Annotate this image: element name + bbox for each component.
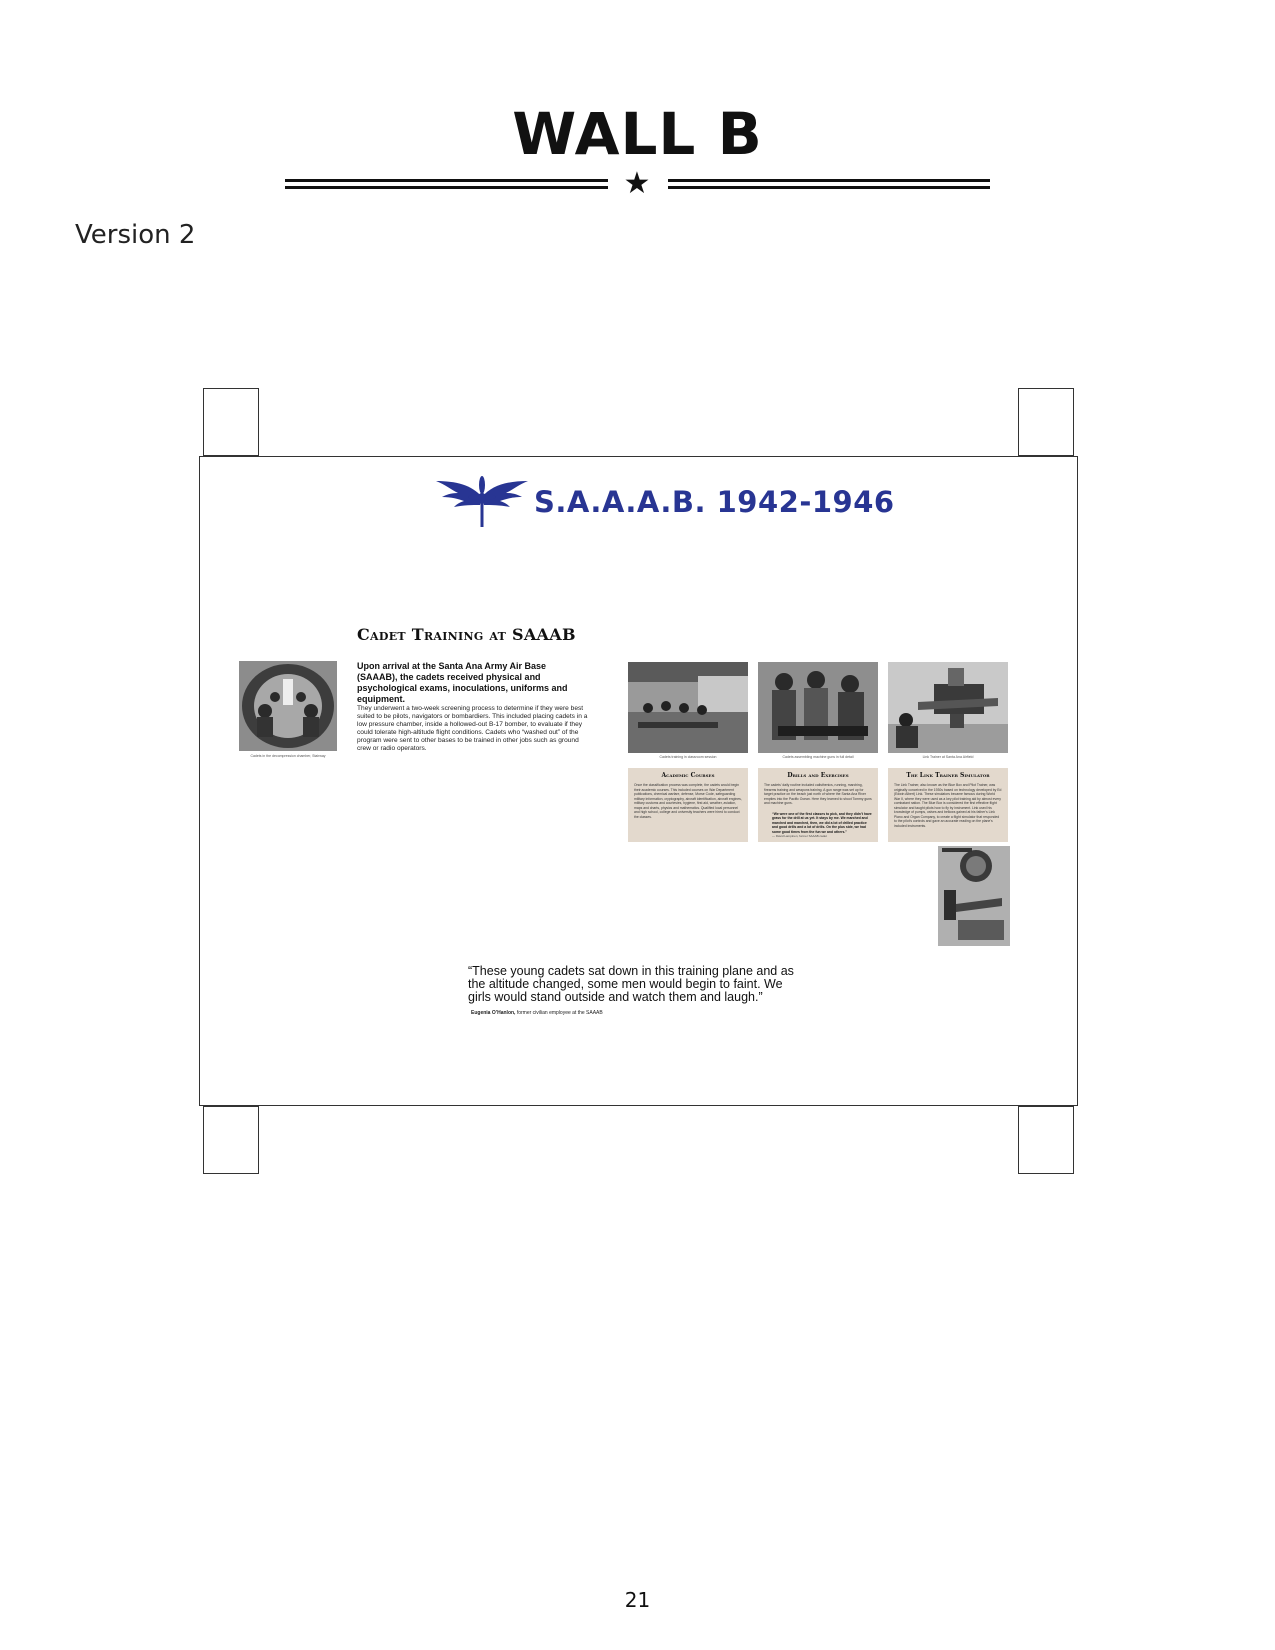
- panel-body: Once the classification process was complete, the cadets would begin their academic courses. This included courses on War Department publications, chemical warfare, defense, Morse Code, safeguarding military information, cryptography, aircraft identification, aircraft engines, military customs and courtesies, hygiene, first aid, weather, aviation, maps and charts, physics and mathematics. Qualified local personnel and high school, college and university teachers were hired to conduct the classes.: [634, 783, 742, 819]
- star-icon: ★: [623, 166, 651, 201]
- wall-panel: [199, 456, 1078, 1106]
- panel-body: The cadets’ daily routine included calisthenics, running, marching, firearms training and weapons training. A gun range was set up for target practice on the beach just north of where the Santa Ana River empties into the Pacific Ocean. Here they learned to shoot Tommy guns and machine guns.: [764, 783, 872, 805]
- photo-classroom: [628, 662, 748, 753]
- wall-post-bottom-left: [203, 1106, 259, 1174]
- title-rule-right: [668, 179, 990, 189]
- panel-link-trainer: [888, 768, 1008, 842]
- section-title: Cadet Training at SAAAB: [357, 625, 576, 644]
- panel-cite: — David Lampinen, former SAAAB cadet: [772, 834, 827, 838]
- wall-post-bottom-right: [1018, 1106, 1074, 1174]
- page-number: 21: [624, 1588, 651, 1612]
- intro-bold-text: Upon arrival at the Santa Ana Army Air Base (SAAAB), the cadets received physical and psychological exams, inoculations, uniforms and equipment.: [357, 661, 568, 704]
- panel-quote: “We were one of the first classes to pick, and they didn’t have grass for the drill at us yet. It stays by me. We marched and marched and marched, then, we did a lot of drilled practice and good drills and a lot of drills. On the plus side, we had some good times from the fun we and others.”: [772, 811, 872, 834]
- featured-quote: “These young cadets sat down in this training plane and as the altitude changed, some men would begin to faint. We girls would stand outside and watch them and laugh.”: [468, 964, 794, 1004]
- title-rule-left: [285, 179, 608, 189]
- photo-caption: Link Trainer at Santa Ana Airfield: [922, 755, 974, 759]
- photo-caption: Cadets assembling machine guns in full detail: [782, 755, 854, 759]
- link-trainer-advertisement: [938, 846, 1010, 946]
- panel-academic-courses: [628, 768, 748, 842]
- photo-caption: Cadets in the decompression chamber, Stairway: [250, 754, 326, 758]
- page-title: WALL B: [512, 100, 763, 168]
- photo-machine-guns: [758, 662, 878, 753]
- version-label: Version 2: [75, 220, 196, 250]
- intro-body-text: They underwent a two-week screening process to determine if they were best suited to be pilots, navigators or bombardiers. This included placing cadets in a low pressure chamber, inside a hollowed-out B-17 bomber, to evaluate if they could tolerate high-altitude flight conditions. Cadets who “washed out” of the program were sent to other bases to be trained in other jobs such as ground crew or radio operators.: [357, 705, 588, 752]
- wings-emblem-icon: [436, 475, 528, 531]
- quote-citation: [471, 1010, 771, 1016]
- photo-decompression-chamber: [239, 661, 337, 751]
- panel-title: Academic Courses: [661, 772, 715, 779]
- panel-title: The Link Trainer Simulator: [906, 772, 990, 779]
- panel-title: Drills and Exercises: [787, 772, 849, 779]
- wall-header: S.A.A.A.B. 1942-1946: [534, 485, 895, 519]
- quote-author: Eugenia O’Hanlon,: [471, 1010, 516, 1016]
- panel-body: The Link Trainer, also known as the Blue Box and Pilot Trainer, was originally conceived in the 1930s based on technology developed by Ed (Edwin Albert) Link. These simulators became famous during World War II, where they were used as a key pilot training aid by almost every combatant nation. The Blue Box is considered the first effective flight simulator and taught pilots how to fly by instrument. Link used his knowledge of pumps, valves and bellows gained at his father’s Link Piano and Organ Company, to create a flight simulator that responded to the pilot’s controls and gave an accurate reading on the plane’s included instruments.: [894, 783, 1002, 828]
- quote-role: former civilian employee at the SAAAB: [515, 1010, 603, 1016]
- wall-post-top-left: [203, 388, 259, 456]
- photo-link-trainer: [888, 662, 1008, 753]
- photo-caption: Cadets training in classroom session: [659, 755, 717, 759]
- wall-post-top-right: [1018, 388, 1074, 456]
- panel-drills-exercises: [758, 768, 878, 842]
